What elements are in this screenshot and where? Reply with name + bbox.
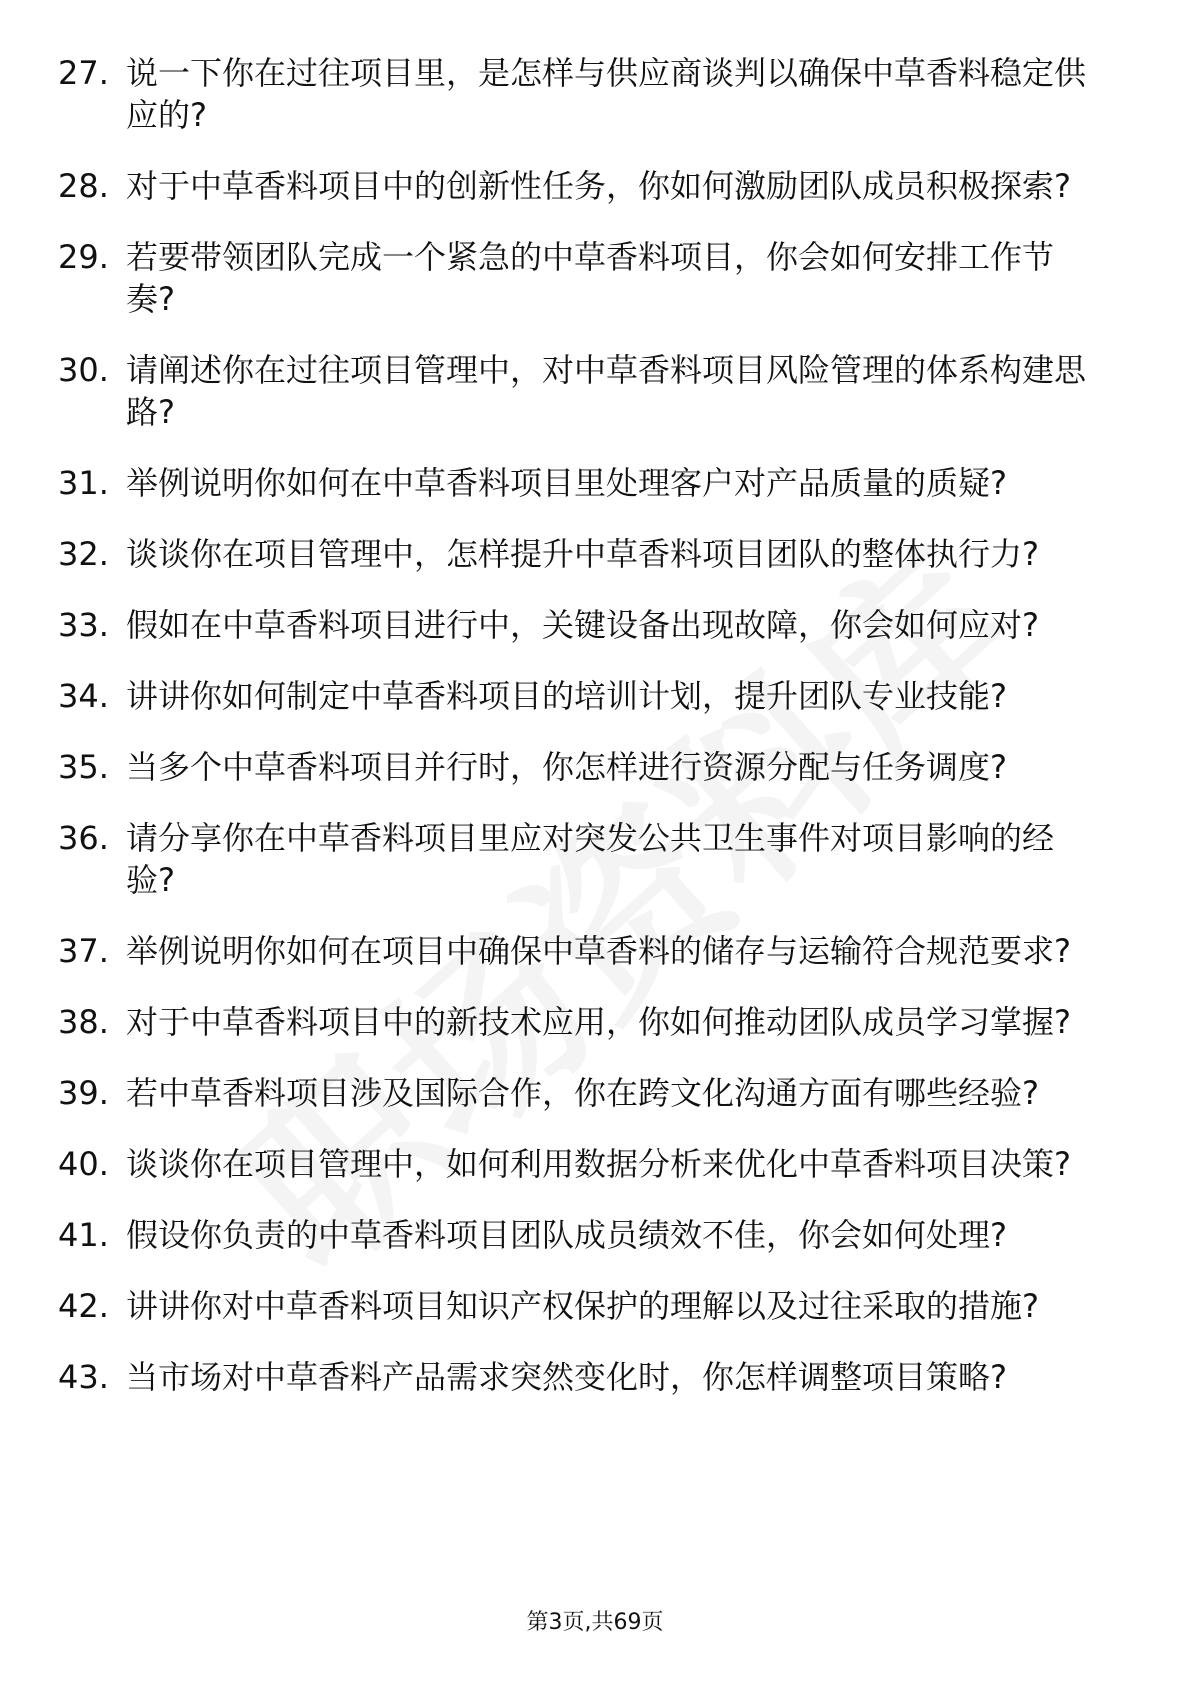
question-item-28: [58, 165, 1118, 207]
page-number: 第3页,共69页: [526, 1610, 664, 1635]
question-text: 谈谈你在项目管理中，如何利用数据分析来优化中草香料项目决策?: [126, 1145, 1071, 1183]
question-text: 对于中草香料项目中的新技术应用，你如何推动团队成员学习掌握?: [126, 1003, 1071, 1041]
question-number: 31.: [58, 464, 109, 502]
question-number: 42.: [58, 1287, 109, 1325]
question-number: 36.: [58, 819, 109, 857]
question-text: 谈谈你在项目管理中，怎样提升中草香料项目团队的整体执行力?: [126, 535, 1039, 573]
question-item-32: [58, 533, 1118, 575]
question-text: 对于中草香料项目中的创新性任务，你如何激励团队成员积极探索?: [126, 167, 1071, 205]
question-text: 当多个中草香料项目并行时，你怎样进行资源分配与任务调度?: [126, 748, 1007, 786]
question-item-31: [58, 462, 1118, 504]
question-item-29: [58, 236, 1118, 320]
question-number: 27.: [58, 54, 109, 92]
question-text: 举例说明你如何在中草香料项目里处理客户对产品质量的质疑?: [126, 464, 1007, 502]
question-item-42: [58, 1285, 1118, 1327]
question-number: 39.: [58, 1074, 109, 1112]
question-number: 41.: [58, 1216, 109, 1254]
question-item-37: [58, 930, 1118, 972]
question-text: 请分享你在中草香料项目里应对突发公共卫生事件对项目影响的经验?: [126, 819, 1055, 899]
question-item-33: [58, 604, 1118, 646]
question-text: 讲讲你对中草香料项目知识产权保护的理解以及过往采取的措施?: [126, 1287, 1039, 1325]
question-item-43: [58, 1356, 1118, 1398]
question-item-27: [58, 52, 1118, 136]
question-text: 假设你负责的中草香料项目团队成员绩效不佳，你会如何处理?: [126, 1216, 1007, 1254]
question-number: 38.: [58, 1003, 109, 1041]
question-text: 举例说明你如何在项目中确保中草香料的储存与运输符合规范要求?: [126, 932, 1071, 970]
question-item-38: [58, 1001, 1118, 1043]
question-number: 28.: [58, 167, 109, 205]
question-item-36: [58, 817, 1118, 901]
question-item-35: [58, 746, 1118, 788]
question-text: 若中草香料项目涉及国际合作，你在跨文化沟通方面有哪些经验?: [126, 1074, 1039, 1112]
question-item-40: [58, 1143, 1118, 1185]
question-number: 43.: [58, 1358, 109, 1396]
question-item-34: [58, 675, 1118, 717]
question-list: [58, 52, 1118, 1427]
question-number: 30.: [58, 351, 109, 389]
question-text: 讲讲你如何制定中草香料项目的培训计划，提升团队专业技能?: [126, 677, 1007, 715]
question-number: 29.: [58, 238, 109, 276]
question-number: 40.: [58, 1145, 109, 1183]
question-text: 当市场对中草香料产品需求突然变化时，你怎样调整项目策略?: [126, 1358, 1007, 1396]
question-text: 说一下你在过往项目里，是怎样与供应商谈判以确保中草香料稳定供应的?: [126, 54, 1087, 134]
question-number: 35.: [58, 748, 109, 786]
question-item-41: [58, 1214, 1118, 1256]
question-text: 假如在中草香料项目进行中，关键设备出现故障，你会如何应对?: [126, 606, 1039, 644]
question-item-39: [58, 1072, 1118, 1114]
question-number: 32.: [58, 535, 109, 573]
question-text: 若要带领团队完成一个紧急的中草香料项目，你会如何安排工作节奏?: [126, 238, 1055, 318]
question-text: 请阐述你在过往项目管理中，对中草香料项目风险管理的体系构建思路?: [126, 351, 1087, 431]
question-number: 37.: [58, 932, 109, 970]
question-item-30: [58, 349, 1118, 433]
question-number: 33.: [58, 606, 109, 644]
question-number: 34.: [58, 677, 109, 715]
